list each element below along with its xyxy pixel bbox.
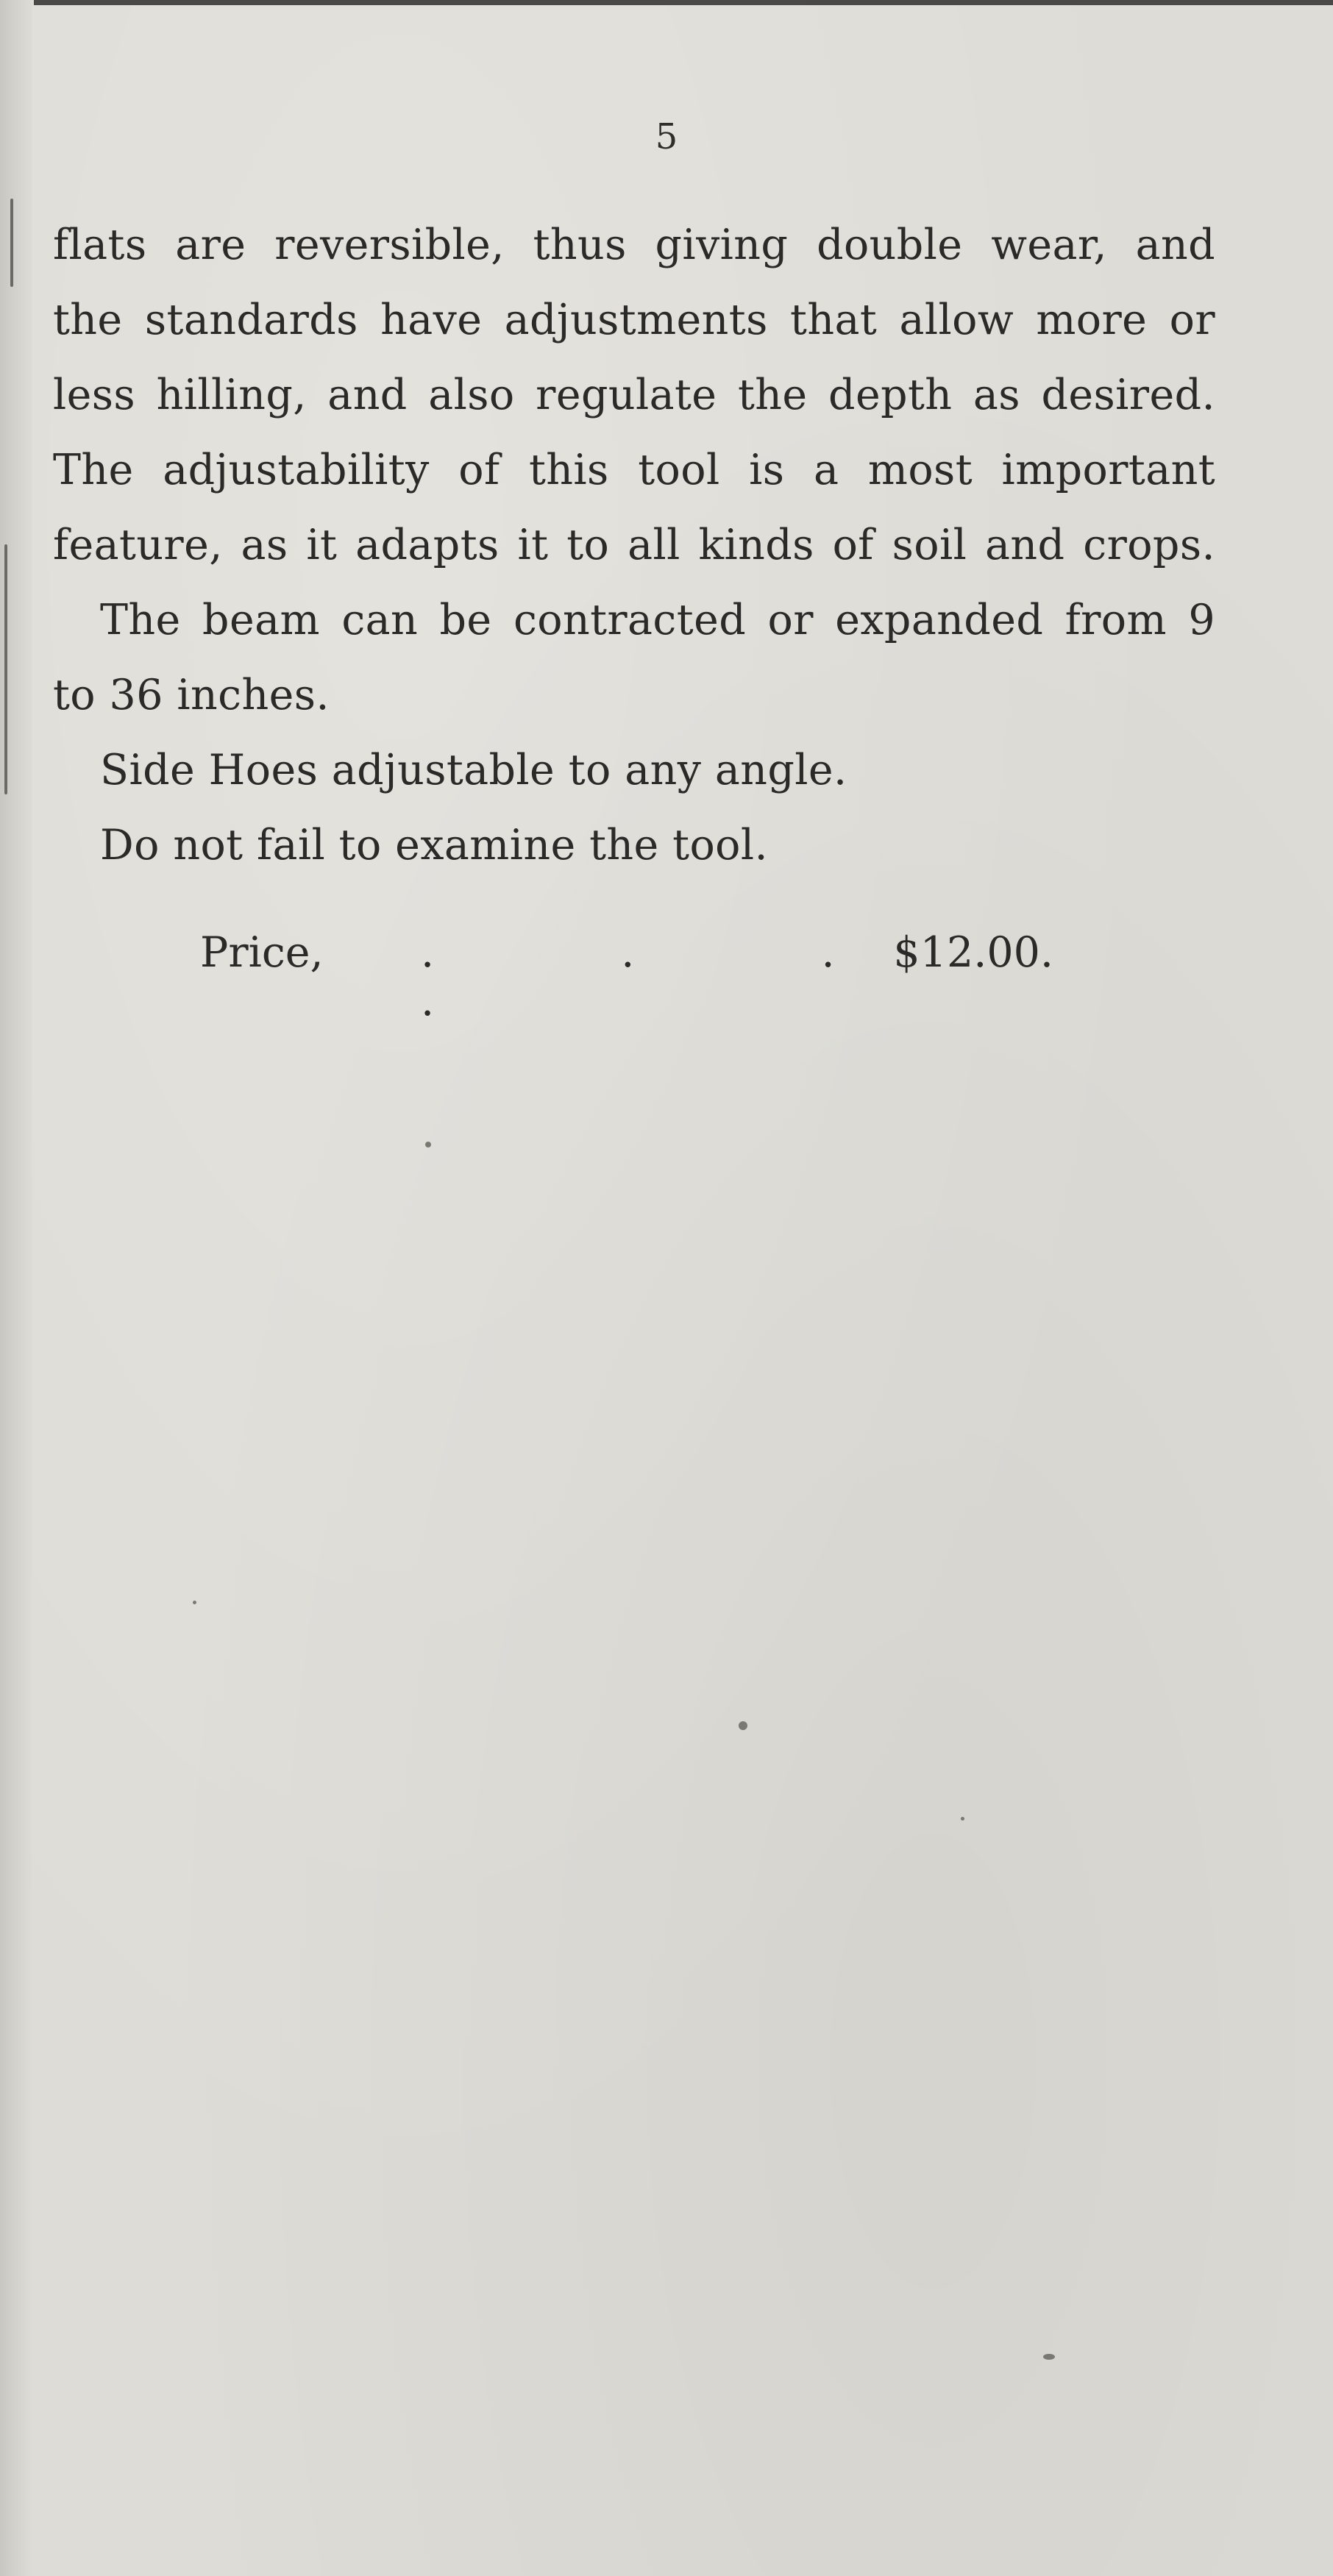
body-line: The beam can be contracted or expanded from 9 xyxy=(100,596,1215,644)
body-line: the standards have adjustments that allow more or xyxy=(53,296,1215,344)
binding-edge xyxy=(0,0,32,2576)
binding-mark xyxy=(4,544,7,794)
price-value: $12.00. xyxy=(893,928,1053,977)
paper-speck xyxy=(193,1601,196,1604)
price-label: Price, xyxy=(200,928,324,977)
paper-speck xyxy=(1043,2354,1055,2360)
body-line: Side Hoes adjustable to any angle. xyxy=(100,746,847,794)
body-line: Do not fail to examine the tool. xyxy=(100,821,769,869)
body-line: feature, as it adapts it to all kinds of soil and crops. xyxy=(53,521,1215,569)
paper-speck xyxy=(739,1721,747,1730)
paper-speck xyxy=(961,1817,964,1821)
price-leader-dots: . . . . xyxy=(421,928,922,1025)
body-line: The adjustability of this tool is a most important xyxy=(53,446,1215,494)
body-line: less hilling, and also regulate the depth as desired. xyxy=(53,371,1215,419)
top-edge-rule xyxy=(34,0,1333,5)
page-number: 5 xyxy=(655,116,678,157)
binding-mark xyxy=(10,199,13,287)
body-line: flats are reversible, thus giving double wear, and xyxy=(53,221,1215,269)
price-row xyxy=(200,928,1053,1025)
paper-speck xyxy=(425,1142,431,1148)
body-line: to 36 inches. xyxy=(53,671,330,719)
